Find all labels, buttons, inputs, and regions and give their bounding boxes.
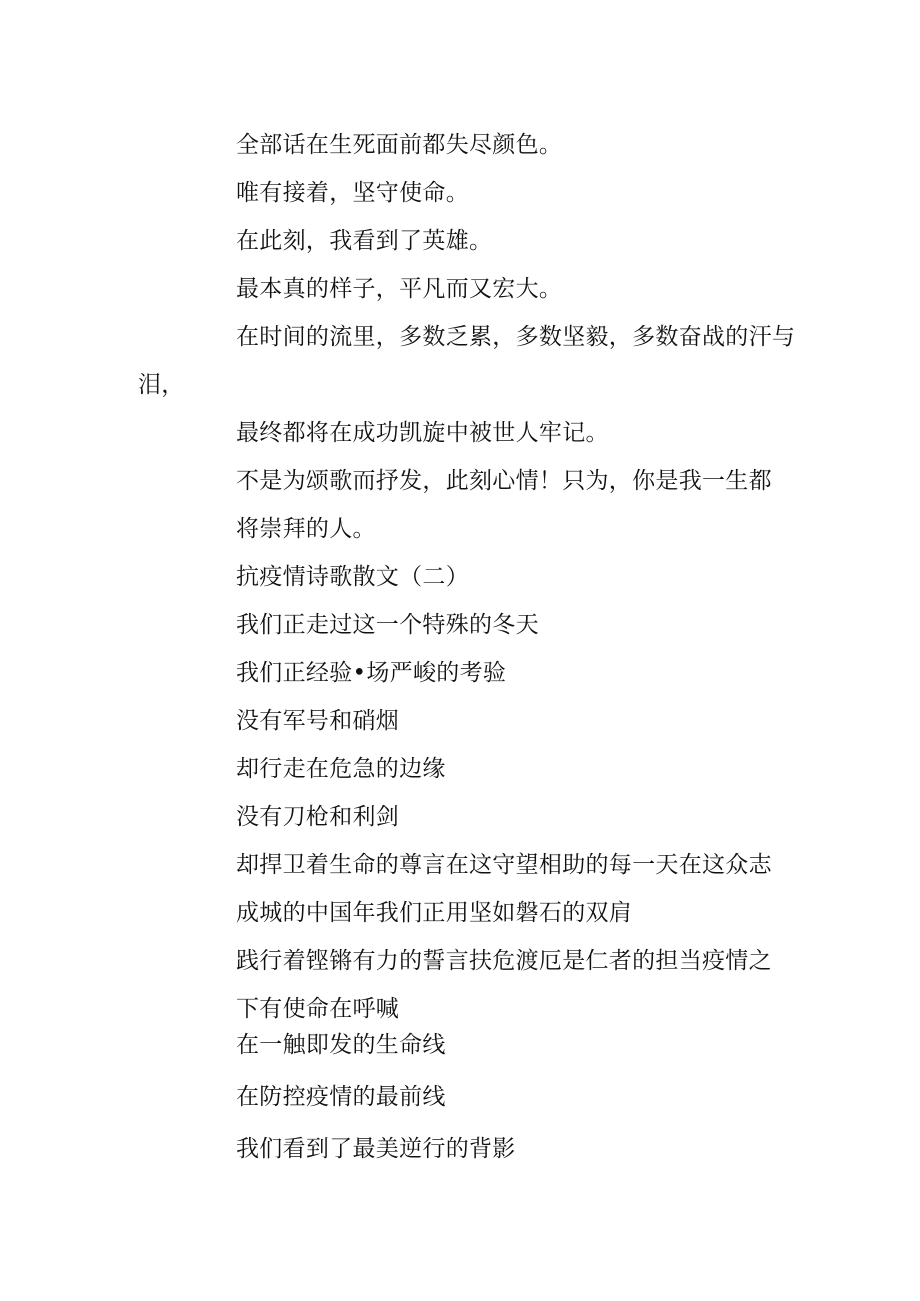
text-line: 没有军号和硝烟: [236, 708, 400, 734]
text-line: 我们正走过这一个特殊的冬天: [236, 612, 539, 638]
text-line: 成城的中国年我们正用坚如磐石的双肩: [236, 900, 633, 926]
text-line: 下有使命在呼喊: [236, 996, 400, 1022]
text-line: 却行走在危急的边缘: [236, 756, 446, 782]
text-line: 最终都将在成功凯旋中被世人牢记。: [236, 420, 609, 446]
text-line: 却捍卫着生命的尊言在这守望相助的每一天在这众志: [236, 852, 772, 878]
section-heading: 抗疫情诗歌散文（二）: [236, 564, 469, 590]
text-line: 没有刀枪和利剑: [236, 804, 400, 830]
text-line: 在一触即发的生命线: [236, 1032, 446, 1058]
text-line: 不是为颂歌而抒发，此刻心情！只为，你是我一生都: [236, 468, 772, 494]
text-line: 我们正经验•场严峻的考验: [236, 660, 507, 686]
text-line: 在此刻，我看到了英雄。: [236, 228, 493, 254]
text-line: 将崇拜的人。: [236, 516, 376, 542]
text-line: 唯有接着，坚守使命。: [236, 180, 469, 206]
text-line: 最本真的样子，平凡而又宏大。: [236, 276, 563, 302]
text-line: 在防控疫情的最前线: [236, 1084, 446, 1110]
text-line: 在时间的流里，多数乏累，多数坚毅，多数奋战的汗与: [236, 324, 796, 350]
text-line: 泪，: [138, 372, 185, 398]
text-line: 我们看到了最美逆行的背影: [236, 1136, 516, 1162]
text-line: 全部话在生死面前都失尽颜色。: [236, 132, 563, 158]
text-line: 践行着铿锵有力的誓言扶危渡厄是仁者的担当疫情之: [236, 948, 772, 974]
